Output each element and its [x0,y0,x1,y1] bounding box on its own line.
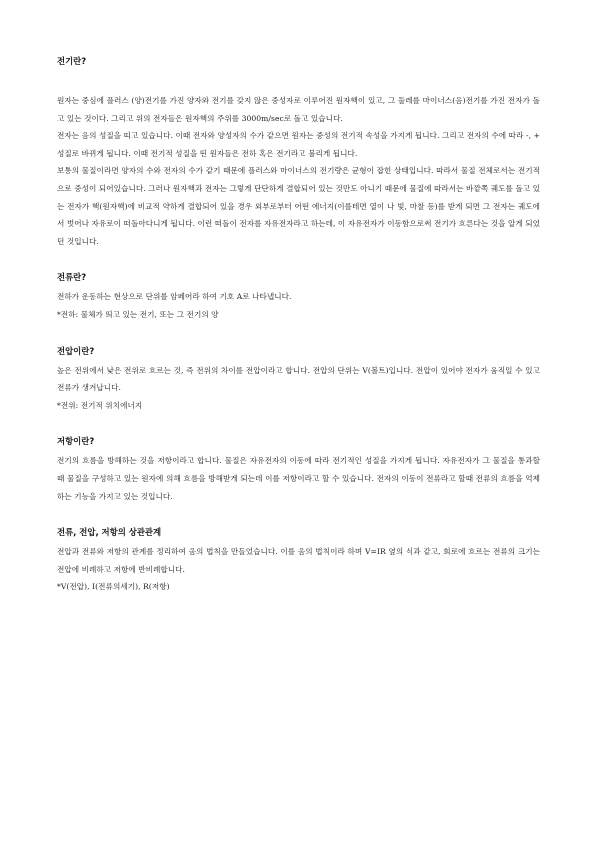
footnote: *V(전압), I(전류의세기), R(저항) [57,582,170,592]
footnote: *전하: 물체가 띄고 있는 전기, 또는 그 전기의 양 [57,309,219,319]
section-heading: 저항이란? [57,436,95,447]
footnote: *전위: 전기적 위치에너지 [57,400,143,410]
paragraph: 전압과 전류와 저항의 관계를 정리하여 옴의 법칙을 만들었습니다. 이를 옴의 법칙이라 하며 V=IR 옆의 식과 같고, 회로에 흐르는 전류의 크기는 전압에 비례하고 저항에 반비례합니다. [57,547,541,574]
paragraph: 전자는 음의 성질을 띠고 있습니다. 이때 전자와 양성자의 수가 같으면 원자는 중성의 전기적 속성을 가지게 됩니다. 그리고 전자의 수에 따라 -, + 성질로 바뀌게 됩니다. 이때 전기적 성질을 띤 원자들은 전하 혹은 전기라고 불리게 됩니다. [57,131,540,158]
paragraph: 원자는 중심에 플러스 (양)전기를 가진 양자와 전기를 갖지 않은 중성자로 이루어진 원자핵이 있고, 그 둘레를 마이너스(음)전기를 가진 전자가 돌고 있는 것이다. 그리고 위의 전자들은 원자핵의 주위를 3000m/sec로 돌고 있습니다. [57,96,540,123]
section-heading: 전류, 전압, 저항의 상관관계 [57,527,162,538]
paragraph: 전하가 운동하는 현상으로 단위를 암페어라 하여 기호 A로 나타냅니다. [57,292,292,302]
section-current [57,270,540,323]
section-heading: 전기란? [57,56,87,66]
section-heading: 전류란? [57,272,87,283]
paragraph: 전기의 흐름을 방해하는 것을 저항이라고 합니다. 물질은 자유전자의 이동에 따라 전기적인 성질을 가지게 됩니다. 자유전자가 그 물질을 통과할 때 물질을 구성하고 있는 원자에 의해 흐름을 방해받게 되는데 이를 저항이라고 할 수 있습니다. 전자의 이동이 전류라고 할때 전류의 흐름을 억제하는 기능을 가지고 있는 것입니다. [57,456,540,501]
document-body [57,54,540,596]
section-voltage [57,344,540,415]
section-correlation [57,525,540,596]
section-heading: 전압이란? [57,345,95,356]
paragraph: 보통의 물질이라면 양자의 수와 전자의 수가 같기 때문에 플러스와 마이너스의 전기량은 균형이 잡힌 상태입니다. 따라서 물질 전체로서는 전기적으로 중성이 되어있습니다. 그러나 원자핵과 전자는 그렇게 단단하게 결합되어 있는 것만도 아니기 때문에 물질에 따라서는 바깥쪽 궤도를 돌고 있는 전자가 핵(원자핵)에 비교적 약하게 결합되어 있을 경우 외부로부터 어떤 에너지(이를테면 열이 나 빛, 마찰 등)를 받게 되면 그 전자는 궤도에서 벗어나 자유로이 떠돌아다니게 됩니다. 이런 떠돌이 전자를 자유전자라고 하는데, 이 자유전자가 이동함으로써 전기가 흐른다는 것을 알게 되었던 것입니다. [57,166,540,246]
section-resistance [57,434,540,505]
paragraph: 높은 전위에서 낮은 전위로 흐르는 것, 즉 전위의 차이를 전압이라고 합니다. 전압의 단위는 V(볼트)입니다. 전압이 있어야 전자가 움직일 수 있고 전류가 생겨납니다. [57,365,540,393]
section-electricity [57,54,540,250]
